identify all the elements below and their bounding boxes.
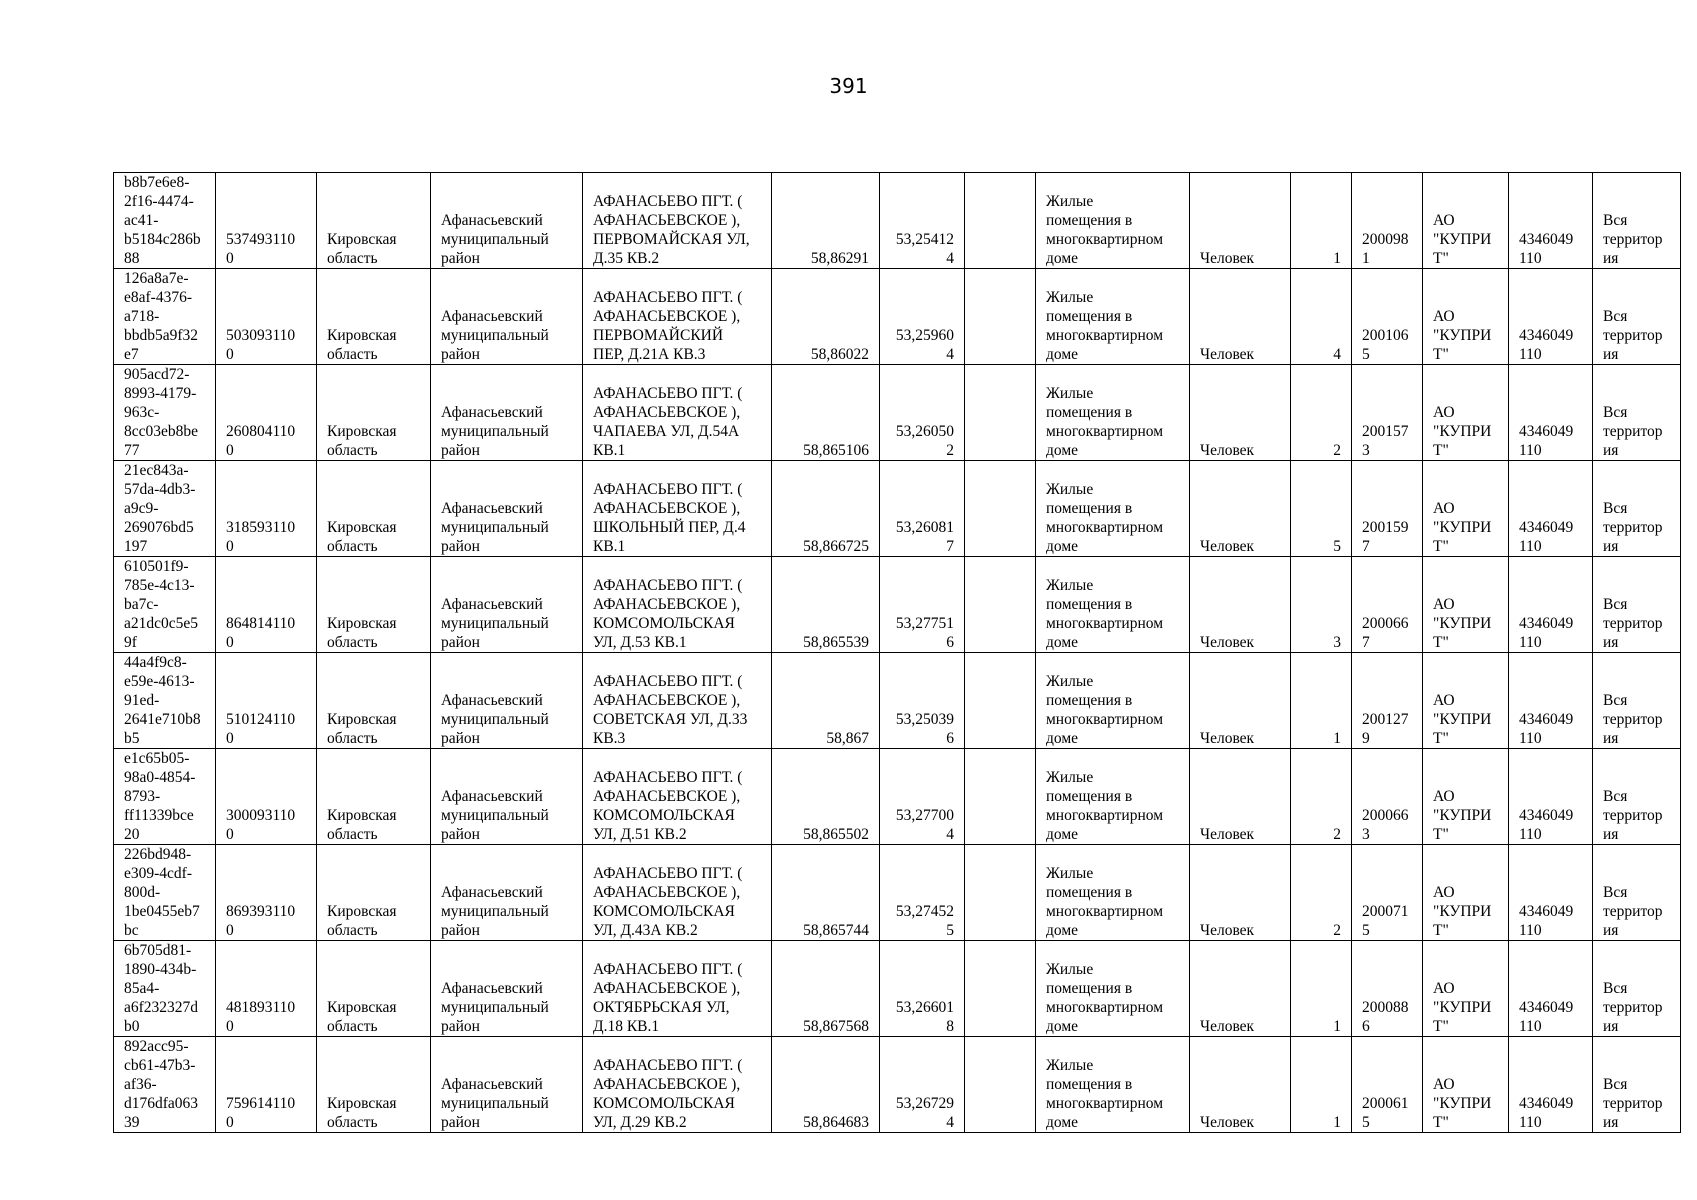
territory-cell: Вся территор ия <box>1593 173 1681 269</box>
latitude-cell: 58,865539 <box>772 557 880 653</box>
latitude-cell: 58,865502 <box>772 749 880 845</box>
territory-cell: Вся территор ия <box>1593 1037 1681 1133</box>
district-cell: Афанасьевский муниципальный район <box>431 941 583 1037</box>
empty-cell <box>965 269 1036 365</box>
date-code-cell: 200106 5 <box>1352 269 1423 365</box>
unit-cell: Человек <box>1190 173 1291 269</box>
premises-type-cell: Жилые помещения в многоквартирном доме <box>1036 461 1190 557</box>
organization-cell: АО "КУПРИ Т" <box>1423 557 1509 653</box>
district-cell: Афанасьевский муниципальный район <box>431 365 583 461</box>
date-code-cell: 200088 6 <box>1352 941 1423 1037</box>
premises-type-cell: Жилые помещения в многоквартирном доме <box>1036 365 1190 461</box>
premises-type-cell: Жилые помещения в многоквартирном доме <box>1036 941 1190 1037</box>
premises-type-cell: Жилые помещения в многоквартирном доме <box>1036 1037 1190 1133</box>
address-cell: АФАНАСЬЕВО ПГТ. ( АФАНАСЬЕВСКОЕ ), КОМСОМОЛЬСКАЯ УЛ, Д.53 КВ.1 <box>583 557 772 653</box>
longitude-cell: 53,26050 2 <box>880 365 965 461</box>
count-cell: 2 <box>1291 749 1352 845</box>
record-id-cell: 21ec843a- 57da-4db3- a9c9- 269076bd5 197 <box>114 461 216 557</box>
count-cell: 2 <box>1291 365 1352 461</box>
latitude-cell: 58,865106 <box>772 365 880 461</box>
longitude-cell: 53,26081 7 <box>880 461 965 557</box>
address-cell: АФАНАСЬЕВО ПГТ. ( АФАНАСЬЕВСКОЕ ), СОВЕТСКАЯ УЛ, Д.33 КВ.3 <box>583 653 772 749</box>
latitude-cell: 58,86291 <box>772 173 880 269</box>
premises-type-cell: Жилые помещения в многоквартирном доме <box>1036 173 1190 269</box>
unit-cell: Человек <box>1190 845 1291 941</box>
count-cell: 3 <box>1291 557 1352 653</box>
date-code-cell: 200127 9 <box>1352 653 1423 749</box>
region-cell: Кировская область <box>317 1037 431 1133</box>
premises-type-cell: Жилые помещения в многоквартирном доме <box>1036 845 1190 941</box>
address-cell: АФАНАСЬЕВО ПГТ. ( АФАНАСЬЕВСКОЕ ), ШКОЛЬНЫЙ ПЕР, Д.4 КВ.1 <box>583 461 772 557</box>
record-id-cell: b8b7e6e8- 2f16-4474- ac41- b5184c286b 88 <box>114 173 216 269</box>
date-code-cell: 200159 7 <box>1352 461 1423 557</box>
district-cell: Афанасьевский муниципальный район <box>431 749 583 845</box>
region-cell: Кировская область <box>317 941 431 1037</box>
object-code-cell: 510124110 0 <box>216 653 317 749</box>
region-cell: Кировская область <box>317 461 431 557</box>
table-row <box>114 173 1681 269</box>
organization-cell: АО "КУПРИ Т" <box>1423 749 1509 845</box>
district-cell: Афанасьевский муниципальный район <box>431 1037 583 1133</box>
table-row <box>114 941 1681 1037</box>
table-row <box>114 365 1681 461</box>
table-row <box>114 461 1681 557</box>
latitude-cell: 58,867568 <box>772 941 880 1037</box>
table-row <box>114 269 1681 365</box>
region-cell: Кировская область <box>317 653 431 749</box>
object-code-cell: 869393110 0 <box>216 845 317 941</box>
date-code-cell: 200066 7 <box>1352 557 1423 653</box>
district-cell: Афанасьевский муниципальный район <box>431 269 583 365</box>
inn-cell: 4346049 110 <box>1509 557 1593 653</box>
date-code-cell: 200061 5 <box>1352 1037 1423 1133</box>
inn-cell: 4346049 110 <box>1509 1037 1593 1133</box>
longitude-cell: 53,26729 4 <box>880 1037 965 1133</box>
territory-cell: Вся территор ия <box>1593 461 1681 557</box>
district-cell: Афанасьевский муниципальный район <box>431 461 583 557</box>
unit-cell: Человек <box>1190 1037 1291 1133</box>
empty-cell <box>965 1037 1036 1133</box>
address-cell: АФАНАСЬЕВО ПГТ. ( АФАНАСЬЕВСКОЕ ), КОМСОМОЛЬСКАЯ УЛ, Д.43А КВ.2 <box>583 845 772 941</box>
count-cell: 4 <box>1291 269 1352 365</box>
registry-table <box>113 172 1681 1133</box>
territory-cell: Вся территор ия <box>1593 269 1681 365</box>
date-code-cell: 200157 3 <box>1352 365 1423 461</box>
unit-cell: Человек <box>1190 461 1291 557</box>
object-code-cell: 864814110 0 <box>216 557 317 653</box>
region-cell: Кировская область <box>317 173 431 269</box>
count-cell: 2 <box>1291 845 1352 941</box>
territory-cell: Вся территор ия <box>1593 365 1681 461</box>
inn-cell: 4346049 110 <box>1509 173 1593 269</box>
table-row <box>114 845 1681 941</box>
record-id-cell: e1c65b05- 98a0-4854- 8793- ff11339bce 20 <box>114 749 216 845</box>
longitude-cell: 53,25412 4 <box>880 173 965 269</box>
record-id-cell: 6b705d81- 1890-434b- 85a4- a6f232327d b0 <box>114 941 216 1037</box>
address-cell: АФАНАСЬЕВО ПГТ. ( АФАНАСЬЕВСКОЕ ), ЧАПАЕВА УЛ, Д.54А КВ.1 <box>583 365 772 461</box>
empty-cell <box>965 461 1036 557</box>
inn-cell: 4346049 110 <box>1509 941 1593 1037</box>
address-cell: АФАНАСЬЕВО ПГТ. ( АФАНАСЬЕВСКОЕ ), КОМСОМОЛЬСКАЯ УЛ, Д.51 КВ.2 <box>583 749 772 845</box>
premises-type-cell: Жилые помещения в многоквартирном доме <box>1036 749 1190 845</box>
empty-cell <box>965 173 1036 269</box>
territory-cell: Вся территор ия <box>1593 845 1681 941</box>
page-number: 391 <box>829 74 868 98</box>
count-cell: 1 <box>1291 173 1352 269</box>
date-code-cell: 200098 1 <box>1352 173 1423 269</box>
object-code-cell: 759614110 0 <box>216 1037 317 1133</box>
address-cell: АФАНАСЬЕВО ПГТ. ( АФАНАСЬЕВСКОЕ ), ПЕРВОМАЙСКИЙ ПЕР, Д.21А КВ.3 <box>583 269 772 365</box>
organization-cell: АО "КУПРИ Т" <box>1423 845 1509 941</box>
premises-type-cell: Жилые помещения в многоквартирном доме <box>1036 653 1190 749</box>
longitude-cell: 53,25039 6 <box>880 653 965 749</box>
district-cell: Афанасьевский муниципальный район <box>431 557 583 653</box>
record-id-cell: 226bd948- e309-4cdf- 800d- 1be0455eb7 bc <box>114 845 216 941</box>
table-row <box>114 557 1681 653</box>
longitude-cell: 53,27700 4 <box>880 749 965 845</box>
longitude-cell: 53,26601 8 <box>880 941 965 1037</box>
organization-cell: АО "КУПРИ Т" <box>1423 173 1509 269</box>
address-cell: АФАНАСЬЕВО ПГТ. ( АФАНАСЬЕВСКОЕ ), КОМСОМОЛЬСКАЯ УЛ, Д.29 КВ.2 <box>583 1037 772 1133</box>
empty-cell <box>965 845 1036 941</box>
object-code-cell: 481893110 0 <box>216 941 317 1037</box>
inn-cell: 4346049 110 <box>1509 653 1593 749</box>
organization-cell: АО "КУПРИ Т" <box>1423 653 1509 749</box>
territory-cell: Вся территор ия <box>1593 653 1681 749</box>
table-row <box>114 1037 1681 1133</box>
inn-cell: 4346049 110 <box>1509 269 1593 365</box>
address-cell: АФАНАСЬЕВО ПГТ. ( АФАНАСЬЕВСКОЕ ), ОКТЯБРЬСКАЯ УЛ, Д.18 КВ.1 <box>583 941 772 1037</box>
record-id-cell: 44a4f9c8- e59e-4613- 91ed- 2641e710b8 b5 <box>114 653 216 749</box>
object-code-cell: 318593110 0 <box>216 461 317 557</box>
empty-cell <box>965 557 1036 653</box>
object-code-cell: 537493110 0 <box>216 173 317 269</box>
count-cell: 1 <box>1291 941 1352 1037</box>
latitude-cell: 58,867 <box>772 653 880 749</box>
object-code-cell: 503093110 0 <box>216 269 317 365</box>
premises-type-cell: Жилые помещения в многоквартирном доме <box>1036 557 1190 653</box>
record-id-cell: 892acc95- cb61-47b3- af36- d176dfa063 39 <box>114 1037 216 1133</box>
count-cell: 5 <box>1291 461 1352 557</box>
unit-cell: Человек <box>1190 941 1291 1037</box>
record-id-cell: 905acd72- 8993-4179- 963c- 8cc03eb8be 77 <box>114 365 216 461</box>
longitude-cell: 53,25960 4 <box>880 269 965 365</box>
territory-cell: Вся территор ия <box>1593 941 1681 1037</box>
count-cell: 1 <box>1291 653 1352 749</box>
district-cell: Афанасьевский муниципальный район <box>431 173 583 269</box>
empty-cell <box>965 653 1036 749</box>
unit-cell: Человек <box>1190 653 1291 749</box>
unit-cell: Человек <box>1190 749 1291 845</box>
organization-cell: АО "КУПРИ Т" <box>1423 1037 1509 1133</box>
longitude-cell: 53,27751 6 <box>880 557 965 653</box>
empty-cell <box>965 941 1036 1037</box>
inn-cell: 4346049 110 <box>1509 365 1593 461</box>
inn-cell: 4346049 110 <box>1509 845 1593 941</box>
territory-cell: Вся территор ия <box>1593 557 1681 653</box>
latitude-cell: 58,865744 <box>772 845 880 941</box>
object-code-cell: 260804110 0 <box>216 365 317 461</box>
premises-type-cell: Жилые помещения в многоквартирном доме <box>1036 269 1190 365</box>
region-cell: Кировская область <box>317 557 431 653</box>
latitude-cell: 58,86022 <box>772 269 880 365</box>
longitude-cell: 53,27452 5 <box>880 845 965 941</box>
unit-cell: Человек <box>1190 557 1291 653</box>
count-cell: 1 <box>1291 1037 1352 1133</box>
district-cell: Афанасьевский муниципальный район <box>431 653 583 749</box>
object-code-cell: 300093110 0 <box>216 749 317 845</box>
inn-cell: 4346049 110 <box>1509 461 1593 557</box>
table-row <box>114 749 1681 845</box>
unit-cell: Человек <box>1190 365 1291 461</box>
date-code-cell: 200066 3 <box>1352 749 1423 845</box>
table-row <box>114 653 1681 749</box>
record-id-cell: 610501f9- 785e-4c13- ba7c- a21dc0c5e5 9f <box>114 557 216 653</box>
region-cell: Кировская область <box>317 749 431 845</box>
record-id-cell: 126a8a7e- e8af-4376- a718- bbdb5a9f32 e7 <box>114 269 216 365</box>
empty-cell <box>965 749 1036 845</box>
district-cell: Афанасьевский муниципальный район <box>431 845 583 941</box>
address-cell: АФАНАСЬЕВО ПГТ. ( АФАНАСЬЕВСКОЕ ), ПЕРВОМАЙСКАЯ УЛ, Д.35 КВ.2 <box>583 173 772 269</box>
latitude-cell: 58,866725 <box>772 461 880 557</box>
organization-cell: АО "КУПРИ Т" <box>1423 941 1509 1037</box>
unit-cell: Человек <box>1190 269 1291 365</box>
territory-cell: Вся территор ия <box>1593 749 1681 845</box>
empty-cell <box>965 365 1036 461</box>
inn-cell: 4346049 110 <box>1509 749 1593 845</box>
organization-cell: АО "КУПРИ Т" <box>1423 365 1509 461</box>
organization-cell: АО "КУПРИ Т" <box>1423 461 1509 557</box>
region-cell: Кировская область <box>317 365 431 461</box>
date-code-cell: 200071 5 <box>1352 845 1423 941</box>
latitude-cell: 58,864683 <box>772 1037 880 1133</box>
organization-cell: АО "КУПРИ Т" <box>1423 269 1509 365</box>
region-cell: Кировская область <box>317 269 431 365</box>
region-cell: Кировская область <box>317 845 431 941</box>
